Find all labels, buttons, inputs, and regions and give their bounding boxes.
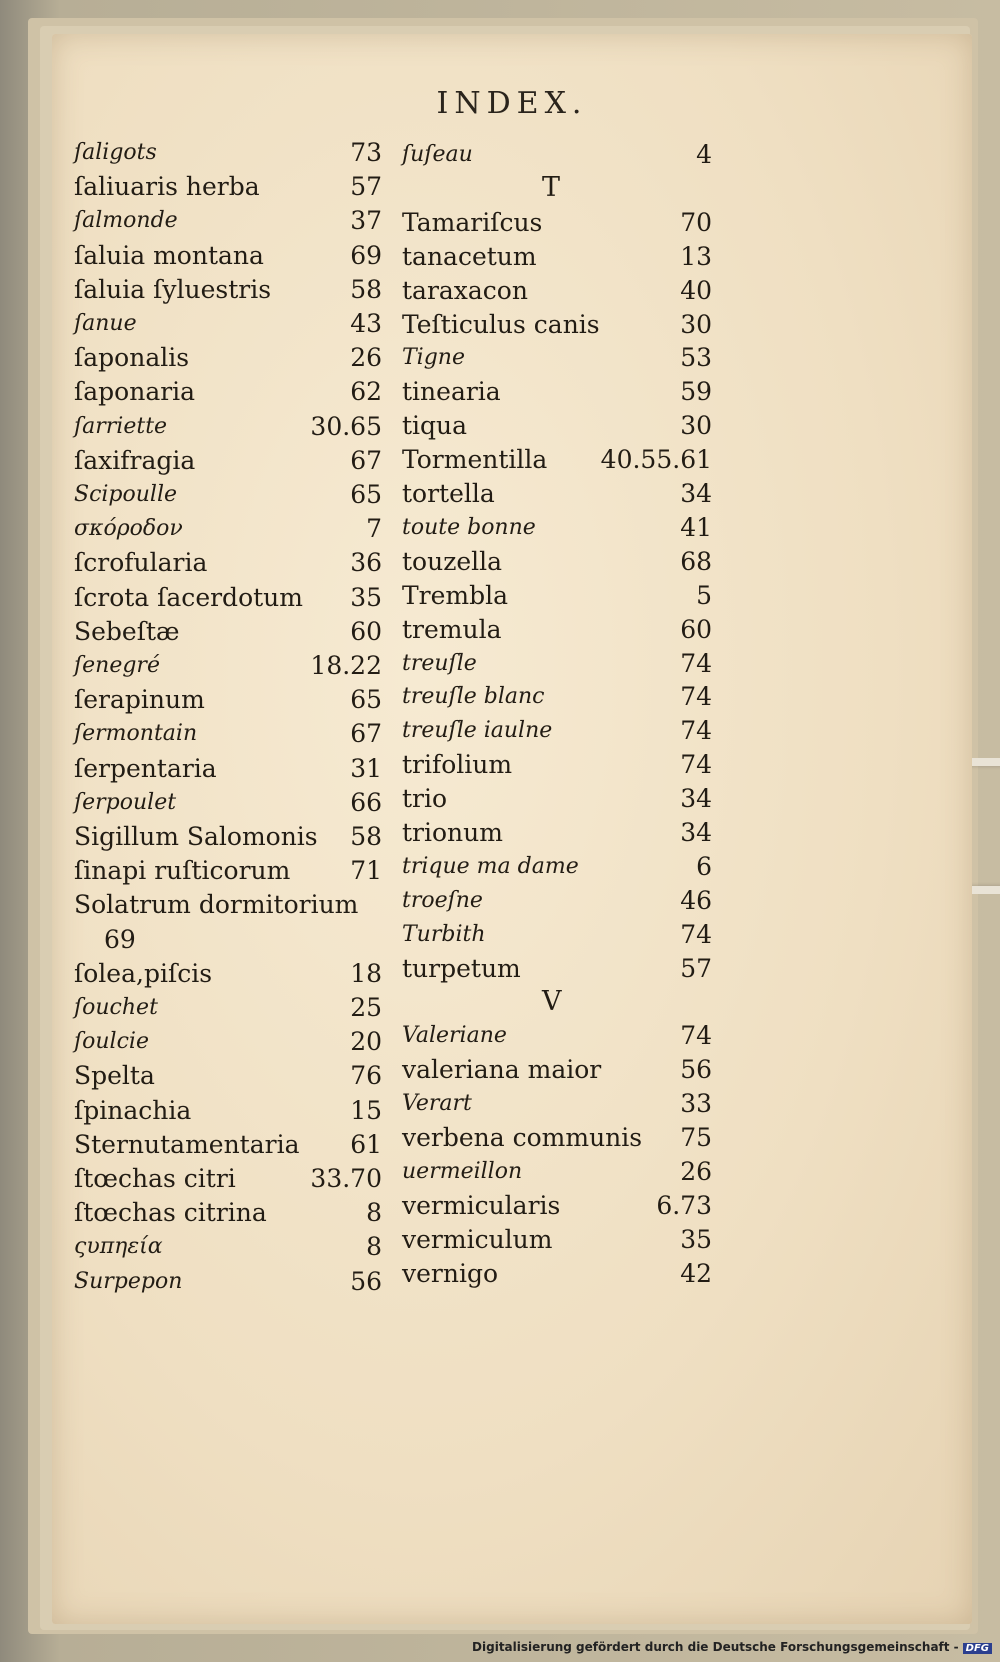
index-term: Surpepon	[74, 1268, 183, 1294]
index-entry	[74, 854, 382, 888]
page-number: 58	[350, 822, 382, 851]
index-term: Verart	[402, 1091, 472, 1117]
page-number: 53	[680, 343, 712, 373]
index-entry	[74, 1025, 382, 1059]
page-number: 40	[680, 275, 712, 305]
index-term: treuſle blanc	[402, 684, 545, 710]
page-number: 67	[350, 445, 382, 475]
index-term: ſaligots	[74, 140, 157, 165]
page-number: 37	[350, 206, 382, 236]
page-number: 7	[366, 514, 382, 544]
page-number: 6.73	[656, 1190, 712, 1220]
page-number: 59	[680, 377, 712, 407]
index-entry	[402, 1257, 712, 1291]
page-number: 65	[350, 685, 382, 715]
index-entry	[402, 1223, 712, 1257]
index-entry	[74, 444, 382, 478]
index-term: tortella	[402, 479, 495, 508]
index-term: tinearia	[402, 377, 501, 407]
index-term: Sternutamentaria	[74, 1129, 300, 1159]
page-number: 69	[350, 240, 382, 270]
index-entry	[74, 204, 382, 238]
page-number: 60	[350, 616, 382, 646]
page-number: 60	[680, 614, 712, 644]
page-number: 18	[350, 958, 382, 988]
index-entry	[74, 581, 382, 615]
page-number: 74	[680, 682, 712, 712]
index-term: Turbith	[402, 921, 486, 947]
page-number: 68	[680, 546, 712, 576]
index-entry	[74, 136, 382, 170]
index-entry	[74, 512, 382, 546]
page-number: 75	[680, 1123, 712, 1153]
page-number: 33.70	[310, 1164, 382, 1193]
index-term: vermicularis	[402, 1190, 561, 1220]
page-number: 71	[350, 856, 382, 886]
index-term: ſaponalis	[74, 343, 190, 373]
page-number: 41	[680, 512, 712, 542]
index-entry	[74, 786, 382, 820]
index-term: ſaliuaris herba	[74, 172, 260, 202]
dfg-logo: DFG	[963, 1643, 992, 1654]
index-term: Spelta	[74, 1061, 155, 1091]
index-term: Scipoulle	[74, 482, 178, 507]
section-heading: T	[542, 171, 561, 203]
index-term: Sebeſtæ	[74, 616, 180, 646]
page-number: 74	[680, 750, 712, 780]
section-heading: V	[542, 985, 562, 1017]
page-number: 20	[350, 1027, 382, 1057]
index-term: ſaluia ſyluestris	[74, 274, 272, 304]
index-term: ſanue	[74, 311, 137, 336]
index-entry	[402, 545, 712, 579]
index-term: toute bonne	[402, 514, 536, 540]
index-term: ſcrota ſacerdotum	[74, 582, 303, 612]
index-entry	[74, 991, 382, 1025]
index-entry	[74, 375, 382, 409]
page-number: 57	[680, 953, 712, 983]
index-term: vermiculum	[402, 1224, 553, 1254]
page-number: 58	[350, 274, 382, 304]
page-number: 8	[366, 1232, 382, 1262]
index-term: ſenegré	[74, 653, 160, 678]
page-number: 42	[680, 1258, 712, 1288]
page-number: 76	[350, 1061, 382, 1091]
credit-text: Digitalisierung gefördert durch die Deutsche Forschungsgemeinschaft -	[472, 1640, 959, 1654]
index-term: ſerpoulet	[74, 789, 177, 815]
index-entry	[402, 240, 712, 274]
page-number: 66	[350, 787, 382, 817]
index-entry	[402, 477, 712, 511]
page-number: 74	[680, 716, 712, 746]
index-entry	[74, 888, 382, 922]
index-entry	[402, 816, 712, 850]
index-term: tremula	[402, 614, 502, 644]
index-entry	[402, 884, 712, 918]
page-number: 56	[350, 1266, 382, 1296]
index-term: treuſle iaulne	[402, 718, 553, 744]
index-entry	[402, 409, 712, 443]
index-term: ſpinachia	[74, 1095, 192, 1125]
index-entry	[74, 683, 382, 717]
index-entry	[74, 649, 382, 683]
page-number: 70	[680, 207, 712, 237]
index-term: Sigillum Salomonis	[74, 822, 318, 851]
index-term: ςυπηεία	[74, 1234, 163, 1260]
index-term: ſtœchas citri	[74, 1164, 236, 1193]
index-term: ſolea,piſcis	[74, 958, 213, 988]
page-number: 26	[680, 1157, 712, 1186]
index-term: ſaluia montana	[74, 240, 264, 270]
index-entry	[104, 923, 412, 957]
page-number: 35	[350, 582, 382, 612]
index-term: 69	[104, 924, 136, 954]
index-entry	[402, 341, 712, 375]
index-term: ſuſeau	[402, 142, 473, 167]
index-entry	[74, 1059, 382, 1093]
page-number: 25	[350, 993, 382, 1022]
index-entry	[74, 1196, 382, 1230]
index-term: turpetum	[402, 953, 521, 983]
index-term: ſermontain	[74, 721, 198, 747]
index-entry	[74, 273, 382, 307]
index-term: verbena communis	[402, 1123, 643, 1153]
index-term: trique ma dame	[402, 853, 579, 879]
index-term: ſoulcie	[74, 1029, 149, 1055]
page-number: 15	[350, 1095, 382, 1125]
index-term: tiqua	[402, 411, 468, 441]
page-number: 31	[350, 753, 382, 783]
page-number: 62	[350, 377, 382, 407]
page-number: 13	[680, 241, 712, 271]
page-number: 57	[350, 172, 382, 202]
index-entry	[74, 170, 382, 204]
index-entry	[74, 717, 382, 751]
page-number: 8	[366, 1198, 382, 1228]
index-term: Tamariſcus	[402, 207, 543, 237]
index-term: ſinapi ruſticorum	[74, 856, 291, 886]
page-number: 34	[680, 784, 712, 814]
index-entry	[74, 1230, 382, 1264]
index-entry	[74, 307, 382, 341]
page-number: 34	[680, 479, 712, 508]
index-term: ſouchet	[74, 995, 158, 1020]
index-term: treuſle	[402, 650, 477, 676]
index-entry	[74, 752, 382, 786]
page-number: 61	[350, 1129, 382, 1159]
index-entry	[402, 579, 712, 613]
index-term: ſaponaria	[74, 377, 196, 407]
index-term: Tigne	[402, 345, 465, 371]
book-page	[52, 34, 972, 1624]
page-number: 34	[680, 818, 712, 847]
index-entry	[74, 341, 382, 375]
page-number: 18.22	[310, 651, 382, 680]
index-term: trionum	[402, 818, 503, 847]
index-entry	[402, 1121, 712, 1155]
index-entry	[402, 443, 712, 477]
index-entry	[74, 546, 382, 580]
index-entry	[402, 952, 712, 986]
index-term: ſcrofularia	[74, 548, 208, 578]
page-number: 30	[680, 411, 712, 441]
index-entry	[74, 1162, 382, 1196]
page-number: 6	[696, 851, 712, 881]
index-entry	[402, 680, 712, 714]
index-entry	[402, 1053, 712, 1087]
page-number: 74	[680, 1021, 712, 1051]
page-number: 43	[350, 309, 382, 338]
index-entry	[74, 1128, 382, 1162]
index-term: ſtœchas citrina	[74, 1198, 267, 1228]
index-term: Tormentilla	[402, 445, 548, 475]
index-term: ſaxifragia	[74, 445, 196, 475]
index-entry	[402, 1189, 712, 1223]
page-number: 40.55.61	[600, 445, 712, 475]
page-number: 74	[680, 919, 712, 949]
page-number: 74	[680, 648, 712, 678]
page-number: 67	[350, 719, 382, 749]
index-term: valeriana maior	[402, 1055, 602, 1085]
running-head: INDEX.	[436, 86, 588, 121]
index-entry	[402, 613, 712, 647]
page-number: 56	[680, 1055, 712, 1085]
index-entry	[402, 138, 712, 172]
index-entry	[74, 820, 382, 854]
index-term: ſalmonde	[74, 208, 178, 234]
index-term: trio	[402, 784, 448, 814]
index-term: Valeriane	[402, 1023, 507, 1049]
index-entry	[402, 375, 712, 409]
page-number: 4	[696, 140, 712, 169]
index-term: ſerapinum	[74, 685, 205, 715]
index-entry	[74, 478, 382, 512]
index-entry	[402, 748, 712, 782]
index-term: vernigo	[402, 1258, 499, 1288]
index-term: σκόροδον	[74, 516, 183, 542]
index-entry	[74, 615, 382, 649]
index-entry	[402, 782, 712, 816]
index-entry	[402, 918, 712, 952]
page-number: 73	[350, 138, 382, 167]
index-entry	[402, 511, 712, 545]
index-term: uermeillon	[402, 1159, 523, 1184]
index-entry	[402, 308, 712, 342]
page-number: 36	[350, 548, 382, 578]
index-entry	[74, 957, 382, 991]
index-entry	[74, 410, 382, 444]
page-number: 26	[350, 343, 382, 373]
index-term: Teſticulus canis	[402, 309, 600, 339]
page-number: 35	[680, 1224, 712, 1254]
index-term: tanacetum	[402, 241, 537, 271]
index-entry	[402, 1155, 712, 1189]
page-number: 46	[680, 885, 712, 915]
index-entry	[74, 1094, 382, 1128]
index-entry	[402, 850, 712, 884]
page-number: 5	[696, 580, 712, 610]
index-term: Trembla	[402, 580, 509, 610]
index-term: trifolium	[402, 750, 513, 780]
index-term: taraxacon	[402, 275, 528, 305]
index-entry	[74, 1265, 382, 1299]
page-number: 65	[350, 480, 382, 509]
index-entry	[74, 239, 382, 273]
index-entry	[402, 206, 712, 240]
index-term: Solatrum dormitorium	[74, 890, 359, 920]
index-entry	[402, 1019, 712, 1053]
index-term: touzella	[402, 546, 503, 576]
index-term: ſarriette	[74, 413, 168, 439]
index-entry	[402, 274, 712, 308]
index-entry	[402, 647, 712, 681]
page-number: 33	[680, 1089, 712, 1119]
page-number: 30	[680, 309, 712, 339]
index-entry	[402, 1087, 712, 1121]
index-entry	[402, 714, 712, 748]
page-number: 30.65	[310, 411, 382, 441]
index-term: ſerpentaria	[74, 753, 217, 783]
digitization-credit	[472, 1640, 992, 1654]
index-term: troeſne	[402, 887, 483, 913]
